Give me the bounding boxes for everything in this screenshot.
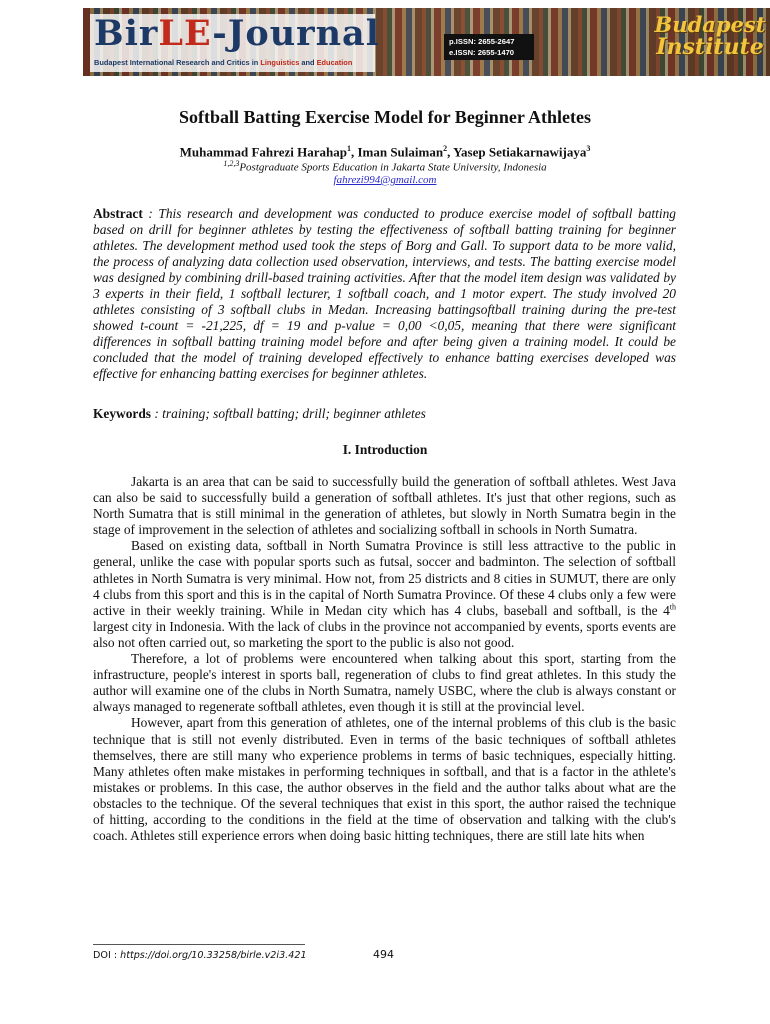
page-number: 494: [373, 948, 394, 961]
abstract: [93, 206, 676, 382]
doi-footer: [93, 950, 307, 961]
journal-name-le: LE: [158, 13, 213, 54]
issn-print: p.ISSN: 2655-2647: [449, 37, 515, 46]
keywords: [93, 406, 676, 422]
doi-link[interactable]: https://doi.org/10.33258/birle.v2i3.421: [120, 950, 307, 961]
paragraph-3: Therefore, a lot of problems were encountered when talking about this sport, starting from the infrastructure, people's interest in sports ball, regeneration of clubs to find great athletes. In this study the author will examine one of the clubs in North Sumatra, namely USBC, where the club is always constant or always managed to regenerate softball athletes, even though it is still at the provincial level.: [93, 651, 676, 715]
doi-label: DOI :: [93, 950, 121, 961]
issn-online: e.ISSN: 2655-1470: [449, 48, 515, 57]
email-link[interactable]: fahrezi994@gmail.com: [333, 174, 437, 186]
footnote-rule: [93, 944, 305, 945]
author-1: Muhammad Fahrezi Harahap: [179, 144, 347, 160]
abstract-text: : This research and development was conducted to produce exercise model of softball batting based on drill for beginner athletes by testing the effectiveness of softball batting training for beginner athletes. The development method used took the steps of Borg and Gall. To support data to be more valid, the process of analyzing data collection used observation, interviews, and tests. The batting exercise model was designed by combining drill-based training activities. After that the model item design was validated by 3 experts in their field, 1 softball lecturer, 1 softball coach, and 1 motor expert. The study involved 20 athletes consisting of 3 softball clubs in Medan. Increasing battingsoftball training during the pre-test showed t-count = -21,225, df = 19 and p-value = 0,00 <0,05, meaning that there were significant differences in softball batting training model before and after being given a training model. It could be concluded that the model of training developed effectively to enhance batting exercises developed was effective for enhancing batting exercises for beginner athletes.: [93, 206, 676, 381]
affiliation: [0, 159, 770, 174]
institute-line-1: Budapest: [654, 12, 766, 37]
keywords-text: : training; softball batting; drill; beginner athletes: [151, 406, 426, 421]
article-title: Softball Batting Exercise Model for Beginner Athletes: [179, 107, 591, 127]
subtitle-part-1: Budapest International Research and Critics in: [94, 58, 261, 67]
paragraph-2: [93, 538, 676, 651]
paragraph-2-sup: th: [669, 602, 676, 612]
author-email: [0, 174, 770, 186]
paragraph-1: Jakarta is an area that can be said to successfully build the generation of softball athletes. West Java can also be said to successfully build a generation of softball athletes. It's just that other regions, such as North Sumatra that is still minimal in the generation of athletes, but slowly in North Sumatra begin in the stage of improvement in the selection of athletes and socializing softball in schools in North Sumatra.: [93, 474, 676, 538]
journal-subtitle: [94, 58, 352, 67]
budapest-institute-logo: [650, 14, 770, 58]
journal-name-bir: Bir: [94, 13, 159, 54]
body-text: [93, 474, 676, 844]
section-heading: I. Introduction: [342, 442, 428, 457]
author-list: Muhammad Fahrezi Harahap$^1$, Iman Sulaiman$^2$, Yasep Setiakarnawijaya$^3$: [179, 144, 591, 160]
journal-name-journal: -Journal: [212, 13, 381, 54]
affiliation-text: Postgraduate Sports Education in Jakarta State University, Indonesia: [239, 161, 547, 174]
author-2: Iman Sulaiman: [357, 144, 444, 160]
paragraph-2-part-a: Based on existing data, softball in North Sumatra Province is still less attractive to the public in general, unlike the case with popular sports such as futsal, soccer and badminton. The selection of softball athletes in North Sumatra is very minimal. How not, from 25 districts and 8 cities in SUMUT, there are only 4 clubs from this sport and this is in the capital of North Sumatra Province. Of these 4 clubs only a few were active in their weekly training. While in Medan city which has 4 clubs, baseball and softball, is the 4: [93, 538, 676, 618]
author-3: Yasep Setiakarnawijaya: [453, 144, 587, 160]
institute-line-2: Institute: [656, 34, 764, 60]
subtitle-part-3: and: [299, 58, 317, 67]
keywords-label: Keywords: [93, 406, 152, 421]
author-1-sup: 1: [346, 144, 351, 153]
subtitle-part-4: Education: [316, 58, 353, 67]
journal-logo-title: [94, 14, 380, 54]
affiliation-sup: 1,2,3: [223, 159, 240, 168]
paragraph-4: However, apart from this generation of athletes, one of the internal problems of this club is the basic technique that is still not evenly distributed. Even in terms of the basic techniques of softball athletes themselves, there are still many who experience problems in terms of basic techniques, especially hitting. Many athletes often make mistakes in performing techniques in softball, and that is a factor in the athlete's mistakes or problems. In this case, the author observes in the field and the author talks about what are the obstacles to the technique. Of the several techniques that exist in this sport, the author raised the technique of hitting, according to the conditions in the field at the time of observation and talking with the club's coach. Athletes still experience errors when doing basic hitting techniques, there are still late hits when: [93, 715, 676, 844]
author-2-sup: 2: [443, 144, 448, 153]
subtitle-part-2: Linguistics: [260, 58, 300, 67]
abstract-label: Abstract: [93, 206, 143, 221]
author-3-sup: 3: [586, 144, 591, 153]
paragraph-2-part-b: largest city in Indonesia. With the lack of clubs in the province not accompanied by events, sports events are also not often carried out, so marketing the sport to the public is also not good.: [93, 618, 676, 650]
